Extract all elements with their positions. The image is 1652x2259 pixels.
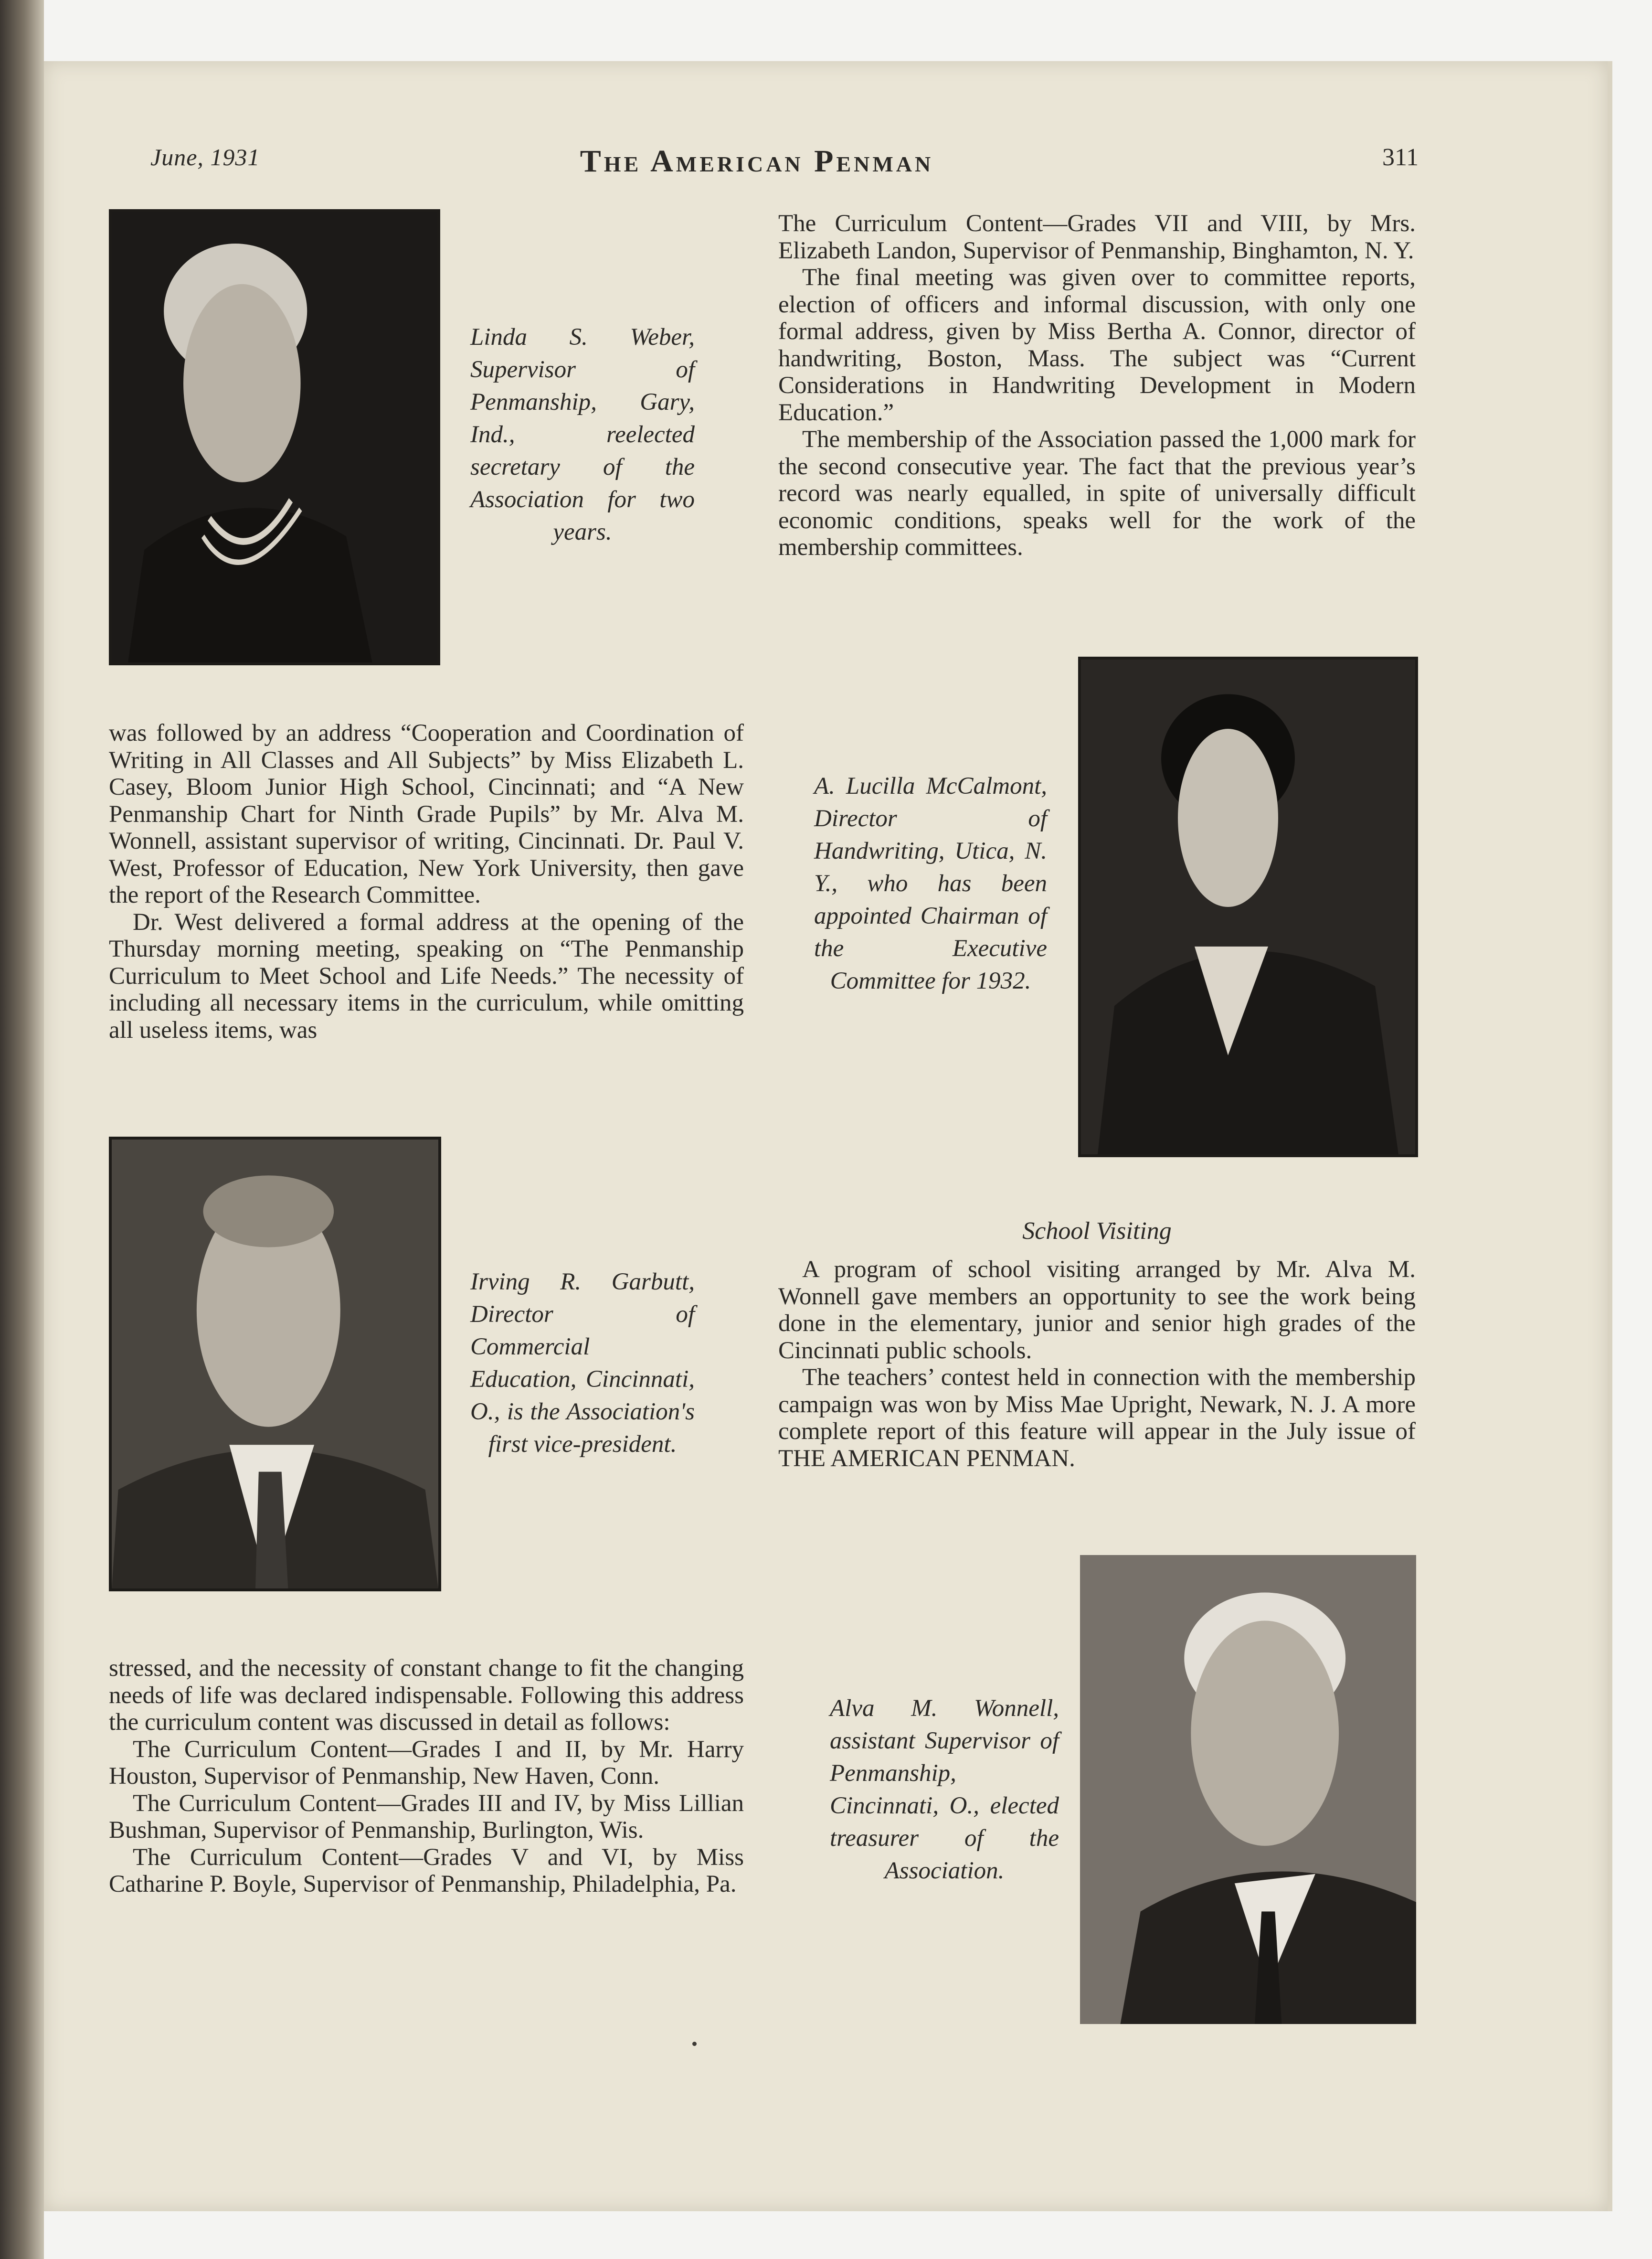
portrait-garbutt [109,1137,441,1591]
paragraph: Dr. West delivered a formal address at the opening of the Thursday morning meeting, speaking on “The Penmanship Curriculum to Meet School and Life Needs.” The necessity of including all necessary items in the curriculum, while omitting all useless items, was [109,908,744,1044]
portrait-wonnell [1080,1555,1416,2024]
paragraph: The membership of the Association passed the 1,000 mark for the second consecutive year. The fact that the previous year’s record was nearly equalled, in spite of universally difficult economic conditions, speaks well for the work of the membership committees. [778,426,1416,561]
left-column-top [109,720,744,1044]
book-gutter [0,0,44,2259]
page-number: 311 [1382,144,1419,171]
paragraph: A program of school visiting arranged by Mr. Alva M. Wonnell gave members an opportunity to see the work being done in the elementary, junior and senior high grades of the Cincinnati public schools. [778,1256,1416,1364]
paragraph: The final meeting was given over to committee reports, election of officers and informal discussion, with only one formal address, given by Miss Bertha A. Connor, director of handwriting, Boston, Mass. The subject was “Current Considerations in Handwriting Development in Modern Education.” [778,264,1416,426]
paragraph: The Curriculum Content—Grades V and VI, by Miss Catharine P. Boyle, Supervisor of Penmanship, Philadelphia, Pa. [109,1843,744,1897]
caption-garbutt: Irving R. Garbutt, Director of Commercial Education, Cincinnati, O., is the Association's first vice-president. [470,1268,695,1458]
portrait-wonnell-image [1080,1555,1416,2024]
portrait-weber [109,209,440,665]
paragraph: The Curriculum Content—Grades VII and VIII, by Mrs. Elizabeth Landon, Supervisor of Penmanship, Binghamton, N. Y. [778,210,1416,264]
section-heading-school-visiting: School Visiting [1022,1217,1172,1245]
paragraph: The Curriculum Content—Grades I and II, by Mr. Harry Houston, Supervisor of Penmanship, New Haven, Conn. [109,1736,744,1790]
issue-date: June, 1931 [150,144,260,170]
left-column-bottom [109,1655,744,1898]
right-column-bottom [778,1256,1416,1472]
magazine-title: The American Penman [580,144,934,179]
caption-mccalmont: A. Lucilla McCalmont, Director of Handwriting, Utica, N. Y., who has been appointed Chairman of the Executive Committee for 1932. [814,773,1047,994]
print-speck [692,2042,697,2046]
caption-weber: Linda S. Weber, Supervisor of Penmanship, Gary, Ind., reelected secretary of the Association for two years. [470,324,695,545]
portrait-mccalmont-image [1081,660,1415,1154]
page-edge [1608,61,1612,2211]
paragraph: The teachers’ contest held in connection with the membership campaign was won by Miss Mae Upright, Newark, N. J. A more complete report of this feature will appear in the July issue of THE AMERICAN PENMAN. [778,1364,1416,1472]
portrait-mccalmont [1078,657,1418,1157]
paragraph: The Curriculum Content—Grades III and IV, by Miss Lillian Bushman, Supervisor of Penmanship, Burlington, Wis. [109,1790,744,1843]
paragraph: was followed by an address “Cooperation and Coordination of Writing in All Classes and All Subjects” by Miss Elizabeth L. Casey, Bloom Junior High School, Cincinnati; and “A New Penmanship Chart for Ninth Grade Pupils” by Mr. Alva M. Wonnell, assistant supervisor of writing, Cincinnati. Dr. Paul V. West, Professor of Education, New York University, then gave the report of the Research Committee. [109,720,744,908]
portrait-garbutt-image [112,1140,438,1588]
caption-wonnell: Alva M. Wonnell, assistant Supervisor of Penmanship, Cincinnati, O., elected treasurer of the Association. [830,1695,1059,1884]
portrait-weber-image [112,212,437,662]
right-column-top [778,210,1416,561]
paragraph: stressed, and the necessity of constant change to fit the changing needs of life was declared indispensable. Following this address the curriculum content was discussed in detail as follows: [109,1655,744,1736]
